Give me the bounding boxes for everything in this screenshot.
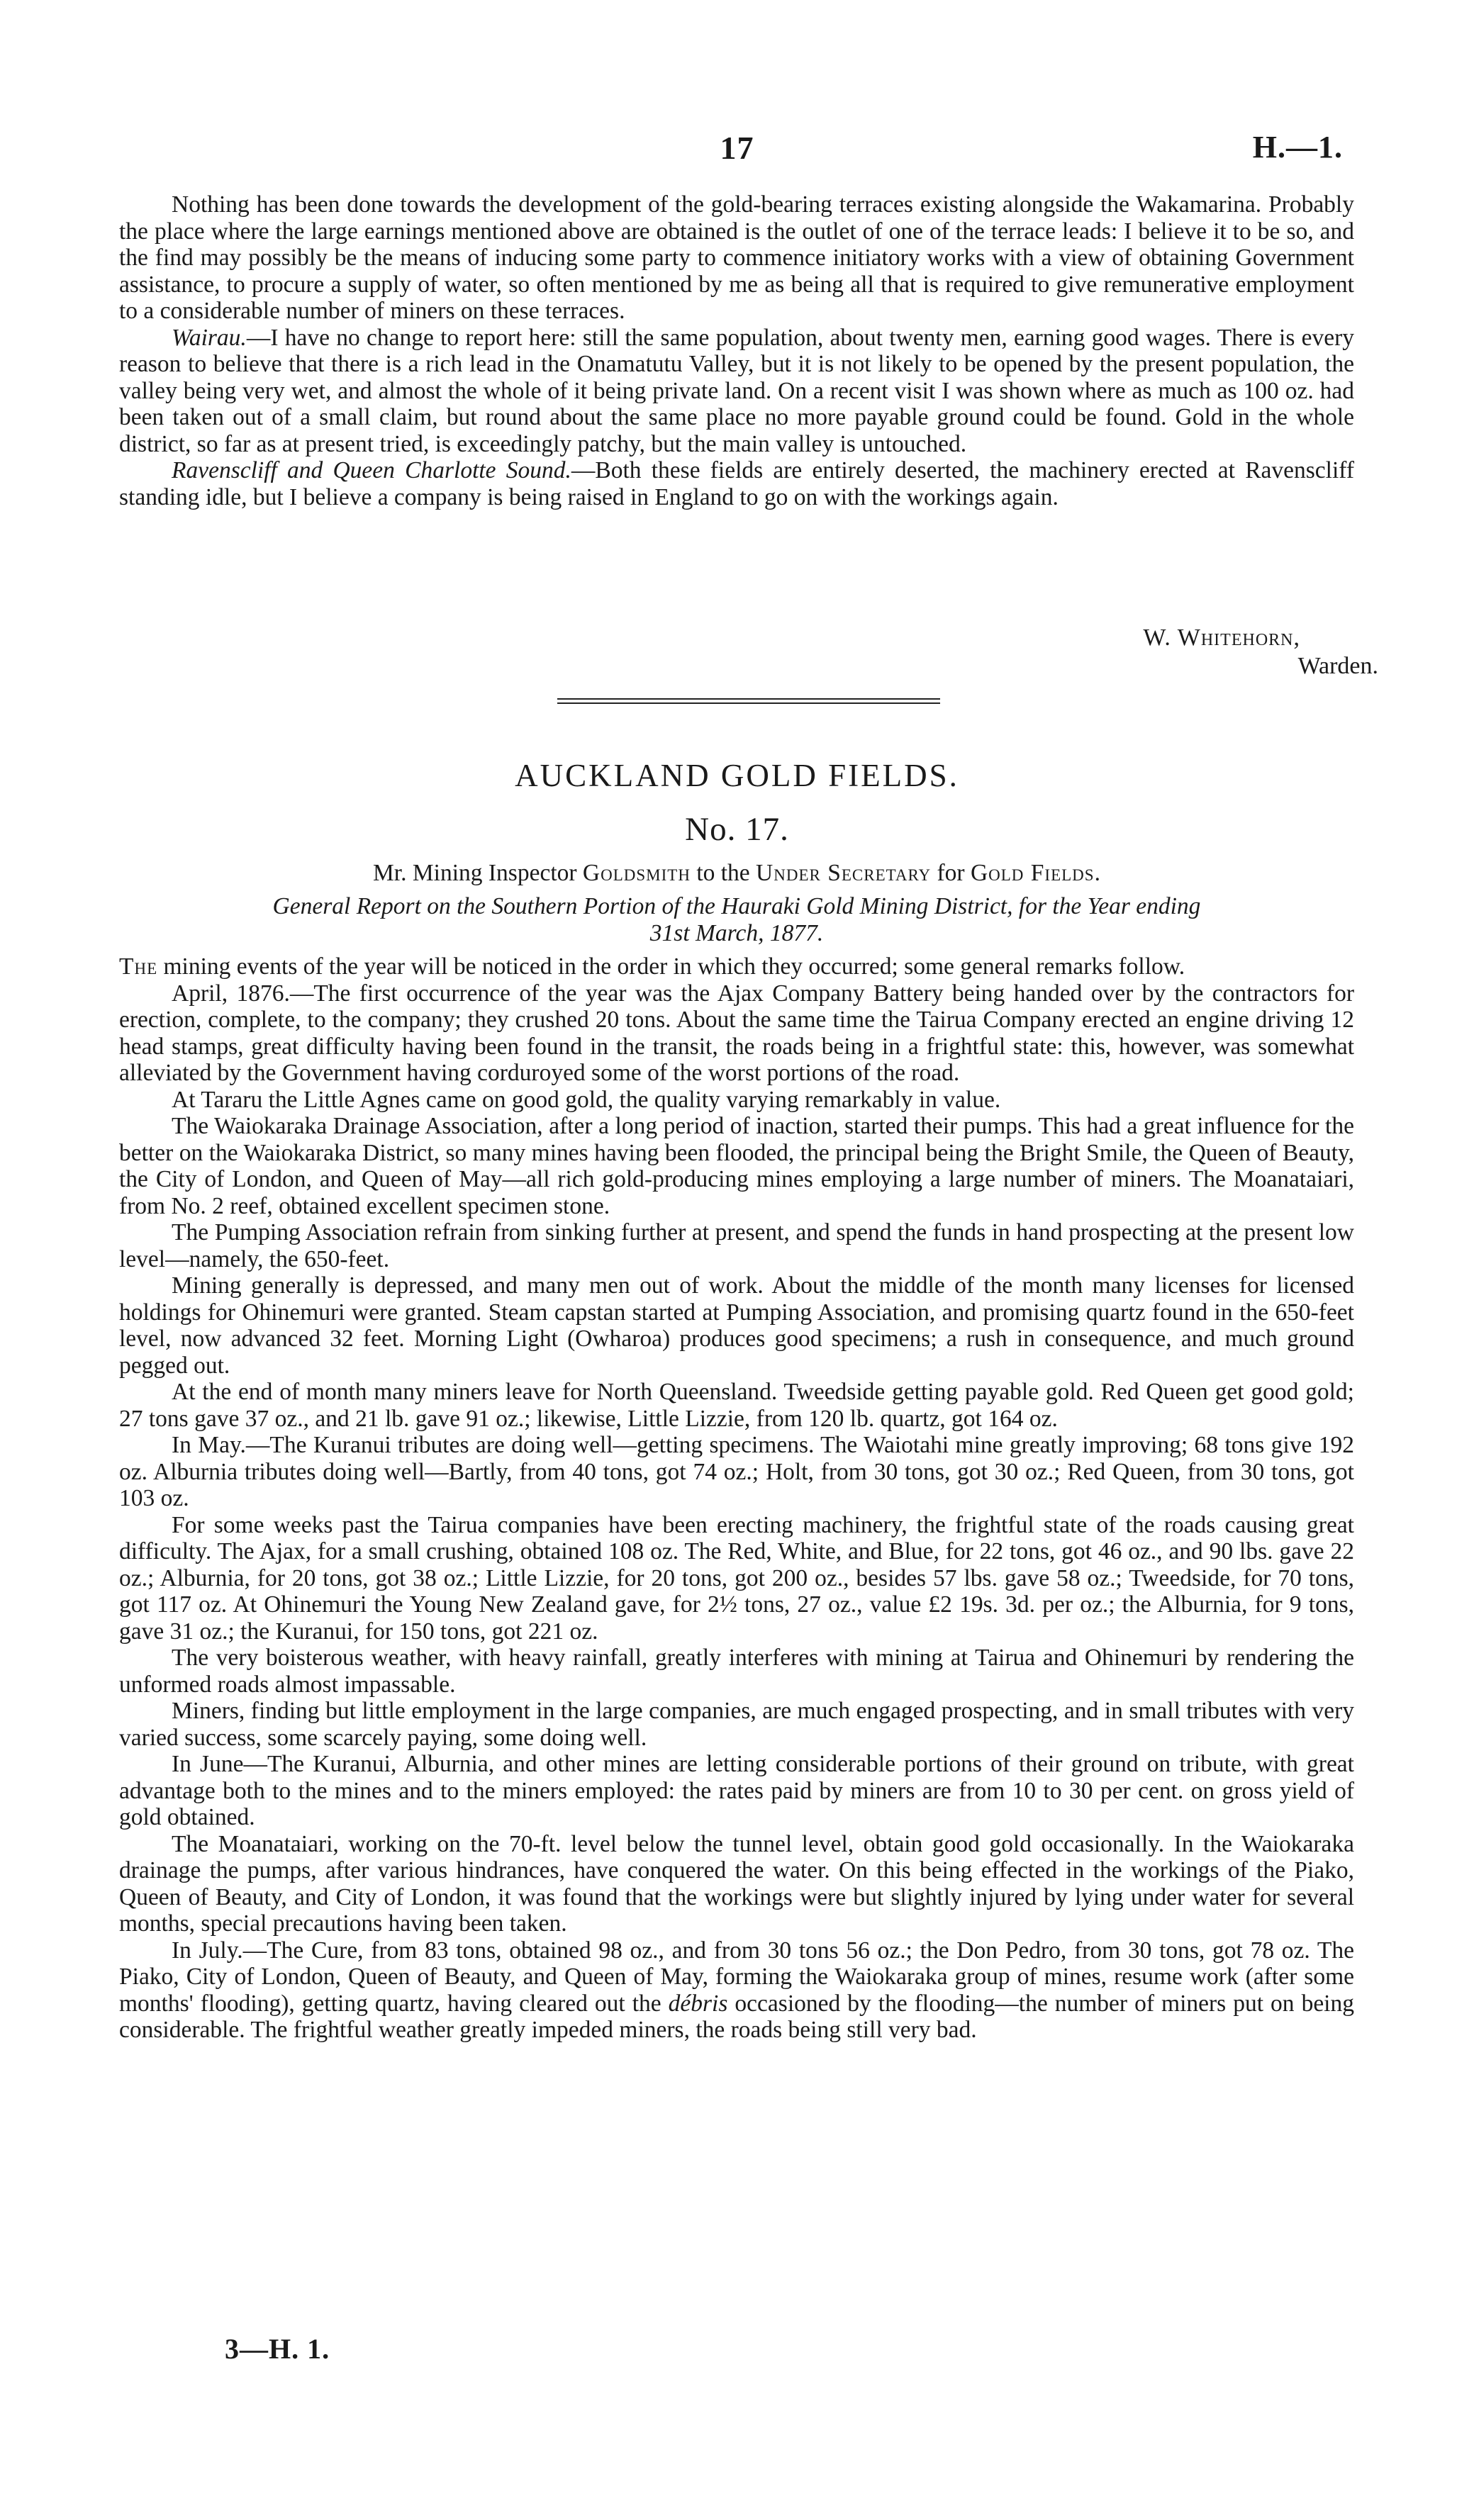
report-title-line: 31st March, 1877. bbox=[649, 920, 824, 946]
paragraph-lead: Ravenscliff and Queen Charlotte Sound. bbox=[172, 457, 571, 483]
paragraph: The very boisterous weather, with heavy rainfall, greatly interferes with mining at Tairua and Ohinemuri by rendering the unformed roads almost impassable. bbox=[119, 1645, 1354, 1698]
warden-report-continuation bbox=[119, 191, 1354, 510]
section-divider bbox=[557, 698, 940, 700]
paragraph: The Moanataiari, working on the 70-ft. level below the tunnel level, obtain good gold occasionally. In the Waiokaraka drainage the pumps, after various hindrances, have conquered the water. On this being effected in the workings of the Piako, Queen of Beauty, and City of London, it was found that the workings were but slightly injured by lying under water for several months, special precautions having been taken. bbox=[119, 1830, 1354, 1937]
paragraph: For some weeks past the Tairua companies have been erecting machinery, the frightful state of the roads causing great difficulty. The Ajax, for a small crushing, obtained 108 oz. The Red, White, and Blue, for 22 tons, got 46 oz., and 90 lbs. gave 22 oz.; Alburnia, for 20 tons, got 38 oz.; Little Lizzie, for 20 tons, got 200 oz., besides 57 lbs. gave 58 oz.; Tweedside, for 70 tons, got 117 oz. At Ohinemuri the Young New Zealand gave, for 2½ tons, 27 oz., value £2 19s. 3d. per oz.; the Alburnia, for 9 tons, gave 31 oz.; the Kuranui, for 150 tons, got 221 oz. bbox=[119, 1511, 1354, 1645]
sheet-signature-mark: 3—H. 1. bbox=[225, 2333, 330, 2365]
paragraph: At the end of month many miners leave for North Queensland. Tweedside getting payable gold. Red Queen get good gold; 27 tons gave 37 oz., and 21 lb. gave 91 oz.; likewise, Little Lizzie, from 120 lb. quartz, got 164 oz. bbox=[119, 1379, 1354, 1432]
report-heading bbox=[0, 860, 1474, 887]
document-code: H.—1. bbox=[1252, 130, 1343, 164]
paragraph-body: mining events of the year will be noticed in the order in which they occurred; some general remarks follow. bbox=[157, 953, 1185, 980]
paragraph bbox=[119, 953, 1354, 980]
heading-recipient: Under Secretary bbox=[756, 860, 932, 886]
paragraph-body: In July.—The Cure, from 83 tons, obtained 98 oz., and from 30 tons 56 oz.; the Don Pedro, from 30 tons, got 78 oz. The Piako, City of London, Queen of Beauty, and Queen of May, forming the Waiokaraka group of mines, resume work (after some months' flooding), getting quartz, having cleared out the bbox=[119, 1937, 1354, 2017]
heading-middle: to the bbox=[690, 860, 756, 886]
paragraph-body: —Both these fields are entirely deserted, the machinery erected at Ravenscliff standing idle, but I believe a company is being raised in England to go on with the workings again. bbox=[119, 457, 1354, 510]
paragraph-italic-term: débris bbox=[668, 1990, 728, 2017]
paragraph-lead: Wairau. bbox=[172, 324, 247, 351]
signature-name: W. Whitehorn, bbox=[1143, 625, 1300, 651]
paragraph-body: occasioned by the flooding—the number of miners put on being considerable. The frightful weather greatly impeded miners, the roads being still very bad. bbox=[119, 1990, 1354, 2043]
paragraph: In May.—The Kuranui tributes are doing well—getting specimens. The Waiotahi mine greatly improving; 68 tons give 192 oz. Alburnia tributes doing well—Bartly, from 40 tons, got 74 oz.; Holt, from 30 tons, got 30 oz.; Red Queen, from 30 tons, got 103 oz. bbox=[119, 1432, 1354, 1511]
paragraph bbox=[119, 457, 1354, 510]
section-title: AUCKLAND GOLD FIELDS. bbox=[515, 758, 959, 793]
paragraph-body: —I have no change to report here: still the same population, about twenty men, earning good wages. There is every reason to believe that there is a rich lead in the Onamatutu Valley, but it is not likely to be opened by the present population, the valley being very wet, and almost the whole of it being private land. On a recent visit I was shown where as much as 100 oz. had been taken out of a small claim, but round about the same place no more payable ground could be found. Gold in the whole district, so far as at present tried, is exceedingly patchy, but the main valley is untouched. bbox=[119, 324, 1354, 457]
heading-suffix: for bbox=[931, 860, 971, 886]
paragraph: April, 1876.—The first occurrence of the year was the Ajax Company Battery being handed over by the contractors for erection, complete, to the company; they crushed 20 tons. About the same time the Tairua Company erected an engine driving 12 head stamps, great difficulty having been found in the transit, the roads being in a frightful state: this, however, was somewhat alleviated by the Government having corduroyed some of the worst portions of the road. bbox=[119, 980, 1354, 1086]
paragraph bbox=[119, 325, 1354, 458]
heading-prefix: Mr. Mining Inspector bbox=[373, 860, 583, 886]
report-title bbox=[119, 893, 1354, 947]
paragraph-lead: The bbox=[119, 953, 158, 980]
paragraph: Miners, finding but little employment in the large companies, are much engaged prospecting, and in small tributes with very varied success, some scarcely paying, some doing well. bbox=[119, 1698, 1354, 1751]
paragraph: The Waiokaraka Drainage Association, after a long period of inaction, started their pumps. This had a great influence for the better on the Waiokaraka District, so many mines having been flooded, the principal being the Bright Smile, the Queen of Beauty, the City of London, and Queen of May—all rich gold-producing mines employing a large number of miners. The Moanataiari, from No. 2 reef, obtained excellent specimen stone. bbox=[119, 1113, 1354, 1219]
heading-sender: Goldsmith bbox=[582, 860, 691, 886]
report-number: No. 17. bbox=[685, 811, 789, 848]
paragraph: Nothing has been done towards the development of the gold-bearing terraces existing alongside the Wakamarina. Probably the place where the large earnings mentioned above are obtained is the outlet of one of the terrace leads: I believe it to be so, and the find may possibly be the means of inducing some party to commence initiatory works with a view of obtaining Government assistance, to procure a supply of water, so often mentioned by me as being all that is required to give remunerative employment to a considerable number of miners on these terraces. bbox=[119, 191, 1354, 324]
paragraph: In June—The Kuranui, Alburnia, and other mines are letting considerable portions of their ground on tribute, with great advantage both to the mines and to the miners employed: the rates paid by miners are from 10 to 30 per cent. on gross yield of gold obtained. bbox=[119, 1751, 1354, 1830]
paragraph bbox=[119, 1937, 1354, 2044]
inspector-report-body bbox=[119, 953, 1354, 2044]
section-divider bbox=[557, 702, 940, 704]
signature-title: Warden. bbox=[1297, 653, 1378, 679]
report-title-line: General Report on the Southern Portion of the Hauraki Gold Mining District, for the Year ending bbox=[272, 893, 1201, 919]
heading-department: Gold Fields. bbox=[970, 860, 1101, 886]
paragraph: Mining generally is depressed, and many men out of work. About the middle of the month many licenses for licensed holdings for Ohinemuri were granted. Steam capstan started at Pumping Association, and promising quartz found in the 650-feet level, now advanced 32 feet. Morning Light (Owharoa) produces good specimens; a rush in consequence, and much ground pegged out. bbox=[119, 1272, 1354, 1379]
paragraph: The Pumping Association refrain from sinking further at present, and spend the funds in hand prospecting at the present low level—namely, the 650-feet. bbox=[119, 1219, 1354, 1272]
signature-block bbox=[1143, 624, 1378, 681]
paragraph: At Tararu the Little Agnes came on good gold, the quality varying remarkably in value. bbox=[172, 1086, 1001, 1113]
page-number: 17 bbox=[720, 130, 754, 166]
